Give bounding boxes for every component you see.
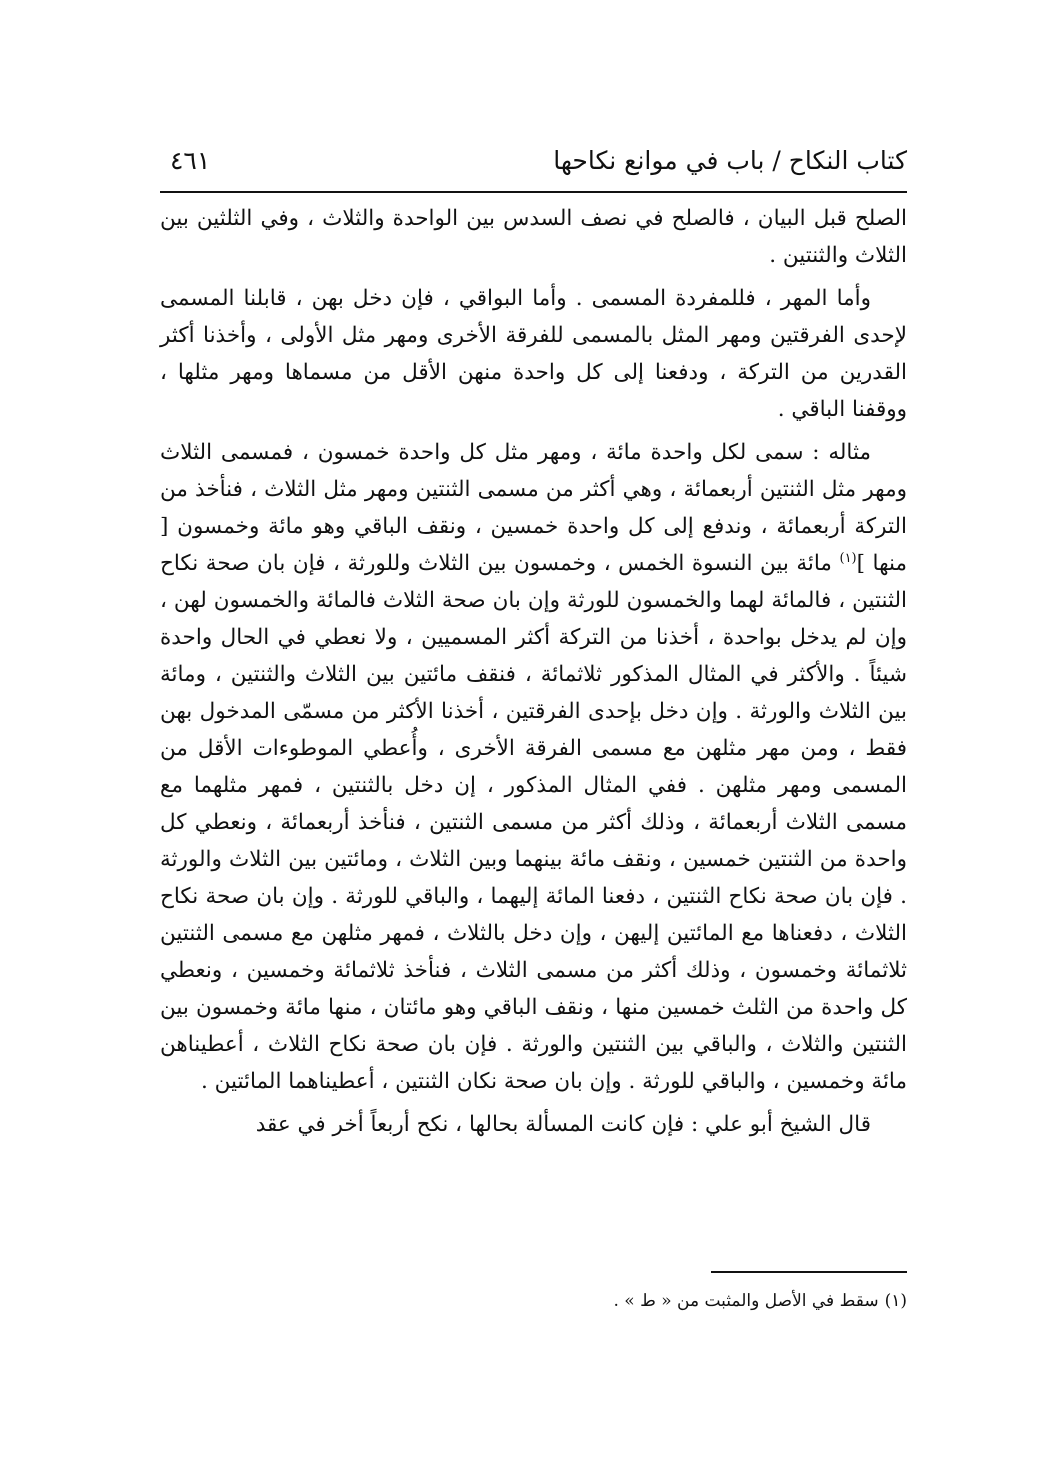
- footnote-text: سقط في الأصل والمثبت من « ط » .: [613, 1291, 879, 1311]
- footnote-reference: (١): [839, 550, 857, 566]
- footnote-marker: (١): [884, 1291, 907, 1311]
- paragraph-1: الصلح قبل البيان ، فالصلح في نصف السدس بين الواحدة والثلاث ، وفي الثلثين بين الثلاث والثنتين .: [160, 206, 907, 268]
- page-header: [160, 140, 907, 190]
- running-title: كتاب النكاح / باب في موانع نكاحها: [553, 146, 907, 175]
- paragraph-3-text-b: مائة بين النسوة الخمس ، وخمسون بين الثلاث وللورثة ، فإن بان صحة نكاح الثنتين ، فالمائة لهما والخمسون للورثة وإن بان صحة الثلاث فالمائة والخمسون لهن ، وإن لم يدخل بواحدة ، أخذنا من التركة أكثر المسميين ، ولا نعطي في الحال واحدة شيئاً . والأكثر في المثال المذكور ثلاثمائة ، فنقف مائتين بين الثلاث والثنتين ، ومائة بين الثلاث والورثة . وإن دخل بإحدى الفرقتين ، أخذنا الأكثر من مسمّى المدخول بهن فقط ، ومن مهر مثلهن مع مسمى الفرقة الأخرى ، وأُعطي الموطوءات الأقل من المسمى ومهر مثلهن . ففي المثال المذكور ، إن دخل بالثنتين ، فمهر مثلهما مع مسمى الثلاث أربعمائة ، وذلك أكثر من مسمى الثنتين ، فنأخذ أربعمائة ، ونعطي كل واحدة من الثنتين خمسين ، ونقف مائة بينهما وبين الثلاث ، ومائتين بين الثلاث والورثة . فإن بان صحة نكاح الثنتين ، دفعنا المائة إليهما ، والباقي للورثة . وإن بان صحة نكاح الثلاث ، دفعناها مع المائتين إليهن ، وإن دخل بالثلاث ، فمهر مثلهن مع مسمى الثنتين ثلاثمائة وخمسون ، وذلك أكثر من مسمى الثلاث ، فنأخذ ثلاثمائة وخمسين ، ونعطي كل واحدة من الثلث خمسين منها ، ونقف الباقي وهو مائتان ، منها مائة وخمسون بين الثنتين والثلاث ، والباقي بين الثنتين والورثة . فإن بان صحة نكاح الثلاث ، أعطيناهن مائة وخمسين ، والباقي للورثة . وإن بان صحة نكان الثنتين ، أعطيناهما المائتين .: [160, 551, 907, 1094]
- header-rule: [160, 191, 907, 193]
- paragraph-4: قال الشيخ أبو علي : فإن كانت المسألة بحالها ، نكح أربعاً أخر في عقد: [255, 1112, 871, 1137]
- paragraph-2: وأما المهر ، فللمفردة المسمى . وأما البواقي ، فإن دخل بهن ، قابلنا المسمى لإحدى الفرقتين ومهر المثل بالمسمى للفرقة الأخرى ومهر مثل الأولى ، وأخذنا أكثر القدرين من التركة ، ودفعنا إلى كل واحدة منهن الأقل من مسماها ومهر مثلها ، ووقفنا الباقي .: [160, 286, 907, 422]
- page-number: ٤٦١: [170, 146, 211, 175]
- paragraph-3: [160, 434, 907, 1100]
- footnote: [160, 1288, 907, 1314]
- paragraph-3-text-a: مثاله : سمى لكل واحدة مائة ، ومهر مثل كل واحدة خمسون ، فمسمى الثلاث ومهر مثل الثنتين أربعمائة ، وهي أكثر من مسمى الثنتين ومهر مثل الثلاث ، فنأخذ من التركة أربعمائة ، وندفع إلى كل واحدة خمسين ، ونقف الباقي وهو مائة وخمسون [ منها ]: [160, 440, 908, 576]
- footnote-rule: [711, 1271, 907, 1273]
- main-text: [160, 200, 907, 1149]
